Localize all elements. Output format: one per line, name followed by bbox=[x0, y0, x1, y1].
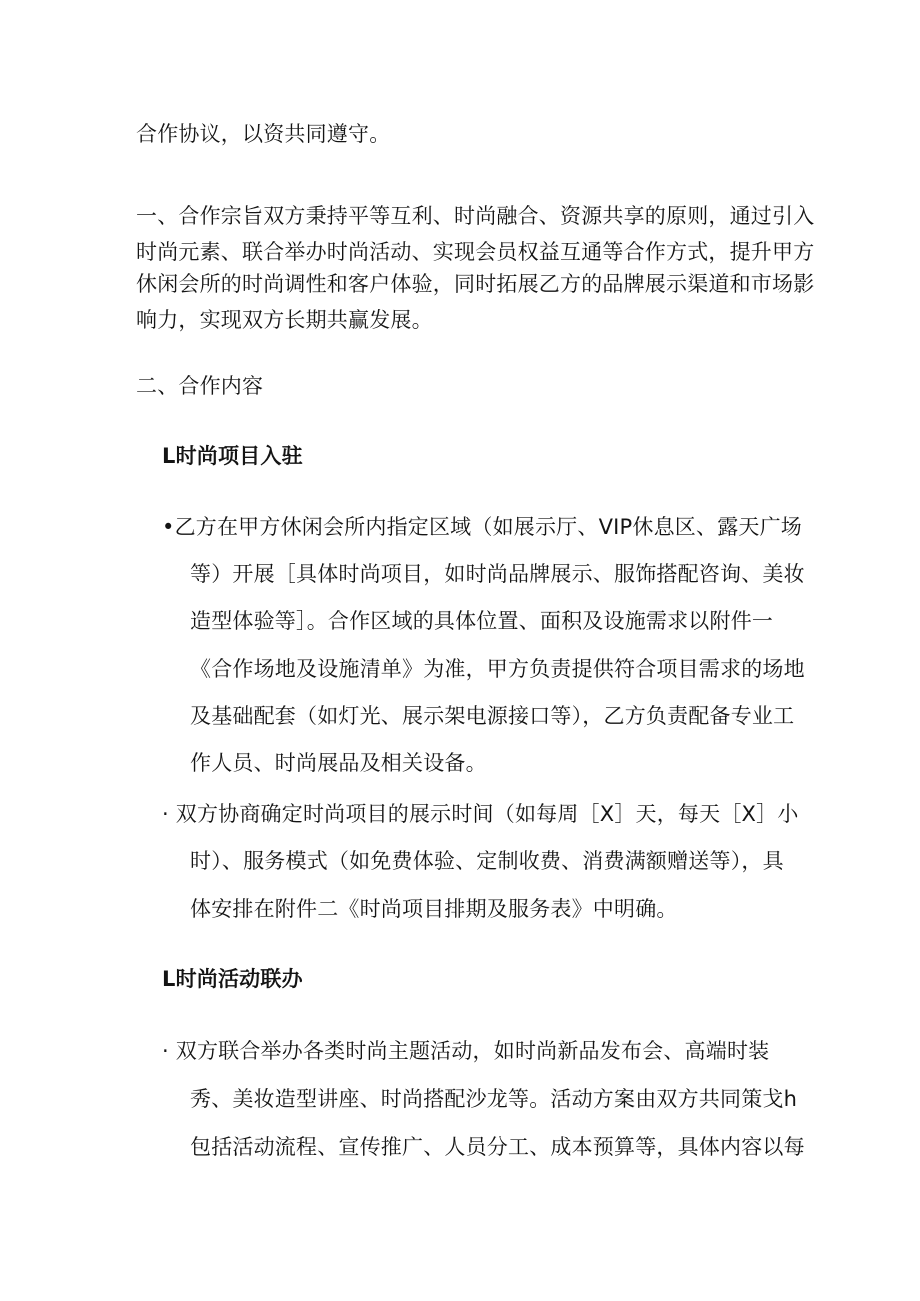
sub1-bullet2-line-2: 时）、服务模式（如免费体验、定制收费、消费满额赠送等），具 bbox=[190, 849, 784, 873]
sub1-bullet2-line-3: 体安排在附件二《时尚项目排期及服务表》中明确。 bbox=[190, 897, 678, 921]
sub2-bullet1-line-3: 包括活动流程、宣传推广、人员分工、成本预算等，具体内容以每 bbox=[190, 1135, 805, 1159]
sub2-bullet1-line-1: · 双方联合举办各类时尚主题活动，如时尚新品发布会、高端时装 bbox=[162, 1039, 770, 1063]
section1-line-1: 一、合作宗旨双方秉持平等互利、时尚融合、资源共享的原则，通过引入 bbox=[136, 204, 815, 228]
sub1-bullet2-line-1: · 双方协商确定时尚项目的展示时间（如每周［X］天，每天［X］小 bbox=[162, 802, 799, 826]
sub1-bullet1-line-4: 《合作场地及设施清单》为准，甲方负责提供符合项目需求的场地 bbox=[190, 657, 805, 681]
subsection1-heading: L时尚项目入驻 bbox=[162, 444, 303, 468]
sub1-bullet1-line-3: 造型体验等］。合作区域的具体位置、面积及设施需求以附件一 bbox=[190, 609, 774, 633]
section1-line-2: 时尚元素、联合举办时尚活动、实现会员权益互通等合作方式，提升甲方 bbox=[136, 240, 815, 264]
sub1-bullet1-line-5: 及基础配套（如灯光、展示架电源接口等），乙方负责配备专业工 bbox=[190, 704, 795, 728]
section1-line-3: 休闲会所的时尚调性和客户体验，同时拓展乙方的品牌展示渠道和市场影 bbox=[136, 272, 815, 296]
section2-heading: 二、合作内容 bbox=[136, 374, 264, 398]
sub1-bullet1-line-1: •乙方在甲方休闲会所内指定区域（如展示厅、VIP休息区、露天广场 bbox=[162, 515, 803, 539]
intro-line: 合作协议，以资共同遵守。 bbox=[136, 122, 391, 146]
sub1-bullet1-line-2: 等）开展［具体时尚项目，如时尚品牌展示、服饰搭配咨询、美妆 bbox=[190, 562, 805, 586]
sub1-bullet1-line-6: 作人员、时尚展品及相关设备。 bbox=[190, 751, 487, 775]
sub2-bullet1-line-2: 秀、美妆造型讲座、时尚搭配沙龙等。活动方案由双方共同策戈h bbox=[190, 1087, 798, 1111]
subsection2-heading: L时尚活动联办 bbox=[162, 967, 303, 991]
section1-line-4: 响力，实现双方长期共赢发展。 bbox=[136, 308, 433, 332]
